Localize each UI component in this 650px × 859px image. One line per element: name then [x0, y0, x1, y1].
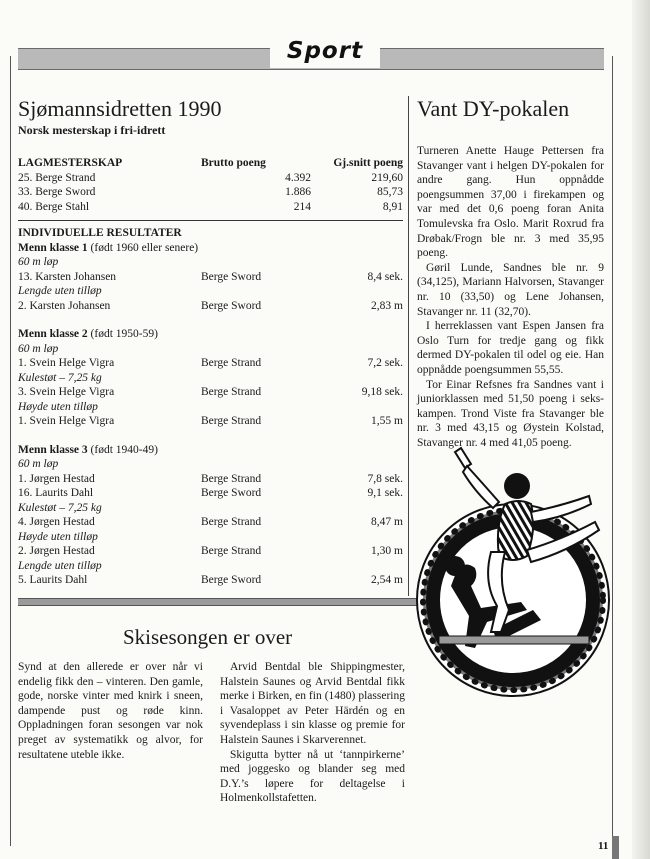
average-points: 85,73: [377, 186, 403, 198]
team-name: 33. Berge Sword: [18, 186, 96, 198]
article-ski-column-1: [18, 660, 203, 762]
event-name: Høyde uten tilløp: [18, 530, 98, 543]
article-title: Skisesongen er over: [123, 625, 293, 649]
team-name: 40. Berge Stahl: [18, 200, 90, 213]
class-name: Menn klasse 2: [18, 328, 88, 340]
average-points: 8,91: [382, 200, 403, 213]
event-name: Høyde uten tilløp: [18, 400, 98, 413]
event-label: [18, 255, 403, 270]
section-title: Sport: [270, 34, 380, 68]
event-name: 60 m løp: [18, 256, 59, 268]
class-name: Menn klasse 1: [18, 241, 88, 254]
ship-name: Berge Strand: [201, 545, 262, 557]
article-paragraph: Skigutta bytter nå ut ‘tannpirkerne’ med joggesko og blander seg med D.Y.’s løpere for deltagelse i Holmenkollstafetten.: [220, 748, 405, 805]
class-note: (født 1950-59): [87, 328, 158, 340]
table-divider: [18, 220, 403, 221]
ship-name: Berge Strand: [201, 357, 262, 369]
article-paragraph: Synd at den allerede er over når vi endelig fikk den – vinteren. Den gamle, gode, norske vinter med knirk i sneen, dampende pust og røde kinn. Oppladningen foran sesongen var nok preget av systematikk og alvor, for resultatene uteble ikke.: [18, 661, 203, 761]
average-points: 219,60: [371, 171, 403, 184]
event-label: [18, 284, 403, 299]
article-title: Sjømannsidretten 1990: [18, 96, 222, 121]
result-row: [18, 356, 403, 371]
team-table-header: [18, 156, 403, 171]
result-value: 8,47 m: [371, 516, 403, 528]
ship-name: Berge Sword: [201, 574, 262, 586]
ship-name: Berge Strand: [201, 516, 262, 528]
event-label: [18, 457, 403, 472]
athlete-name: 16. Laurits Dahl: [18, 487, 94, 499]
column-header-gross: Brutto poeng: [201, 157, 266, 169]
article-sjomannsidretten: [18, 96, 403, 588]
result-row: [18, 299, 403, 314]
team-row: [18, 185, 403, 200]
ship-name: Berge Sword: [201, 487, 262, 499]
team-row: [18, 200, 403, 215]
page-edge-tab: [612, 836, 619, 859]
athlete-name: 3. Svein Helge Vigra: [18, 386, 115, 398]
class-heading: [18, 443, 403, 458]
gymnast-illustration: [405, 440, 615, 700]
ship-name: Berge Sword: [201, 299, 262, 312]
scan-edge-shadow: [632, 0, 650, 859]
result-value: 2,83 m: [371, 299, 403, 312]
individual-classes: [18, 241, 403, 588]
result-value: 8,4 sek.: [367, 270, 403, 283]
athlete-name: 2. Jørgen Hestad: [18, 545, 95, 557]
event-label: [18, 400, 403, 415]
article-paragraph: Arvid Bentdal ble Shippingmester, Halstein Saunes og Arvid Bentdal fikk merke i Birken, en fin (1480) plassering i Vasaloppet av Peter Härdén og en syvendeplass i sin klasse og premie for Halstein Saunes i Skarverennet.: [220, 661, 405, 746]
event-label: [18, 530, 403, 545]
column-header-team: LAGMESTERSKAP: [18, 157, 123, 169]
event-name: 60 m løp: [18, 458, 59, 470]
ship-name: Berge Strand: [201, 386, 262, 398]
result-value: 9,18 sek.: [361, 386, 403, 398]
team-row: [18, 171, 403, 186]
article-paragraph: I herreklassen vant Espen Jansen fra Oslo Turn for tredje gang og fikk dermed DY-pokalen til odel og eie. Han oppnådde poengsummen 55,55.: [417, 320, 604, 376]
gross-points: 214: [293, 200, 311, 213]
article-paragraph: Tor Einar Refsnes fra Sandnes vant i juniorklassen med 51,50 poeng i seks-kampen. Trond Viste fra Stavanger ble nr. 3 med 43,15 og Øystein Kolstad, Stavanger nr. 4 med 41,05 poeng.: [417, 378, 604, 449]
result-value: 7,2 sek.: [367, 357, 403, 369]
athlete-name: 4. Jørgen Hestad: [18, 516, 95, 528]
athlete-name: 1. Svein Helge Vigra: [18, 357, 115, 369]
article-paragraph: Gøril Lunde, Sandnes ble nr. 9 (34,125), Mariann Halvorsen, Stavanger nr. 10 (33,50) og Lene Johansen, Stavanger nr. 11 (32,70).: [417, 261, 604, 318]
ship-name: Berge Strand: [201, 415, 262, 427]
result-row: [18, 573, 403, 588]
class-heading: [18, 241, 403, 256]
event-name: Lengde uten tilløp: [18, 559, 102, 572]
event-label: [18, 559, 403, 574]
gross-points: 4.392: [285, 171, 311, 184]
athlete-name: 2. Karsten Johansen: [18, 299, 111, 312]
result-value: 1,55 m: [371, 415, 403, 427]
event-name: 60 m løp: [18, 342, 59, 355]
results-table: [18, 156, 403, 588]
individual-results-heading: INDIVIDUELLE RESULTATER: [18, 227, 182, 239]
class-spacer: [18, 429, 403, 443]
article-paragraph: Turneren Anette Hauge Pettersen fra Stavanger vant i helgen DY-pokalen for andre gang. Hun oppnådde poengsummen 37,00 i firekampen og var med det 0,6 poeng foran Anita Tomulevska fra Oslo. Marit Roxrud fra Drøbak/Frogn ble nr. 3 med 35,95 poeng.: [417, 145, 604, 260]
event-name: Kulestøt – 7,25 kg: [18, 501, 102, 514]
event-name: Lengde uten tilløp: [18, 285, 102, 297]
result-value: 7,8 sek.: [367, 472, 403, 485]
result-row: [18, 472, 403, 487]
class-note: (født 1940-49): [87, 443, 158, 456]
article-dy-pokalen: [417, 96, 604, 450]
result-row: [18, 515, 403, 530]
result-value: 1,30 m: [371, 545, 403, 557]
column-header-average: Gj.snitt poeng: [333, 157, 403, 169]
event-label: [18, 371, 403, 386]
result-row: [18, 544, 403, 559]
class-heading: [18, 327, 403, 342]
result-value: 2,54 m: [371, 574, 403, 586]
result-row: [18, 414, 403, 429]
class-note: (født 1960 eller senere): [87, 241, 199, 254]
ship-name: Berge Sword: [201, 270, 262, 283]
page-number: 11: [598, 840, 609, 852]
article-ski-column-2: [220, 660, 405, 806]
result-value: 9,1 sek.: [367, 487, 403, 499]
athlete-name: 1. Svein Helge Vigra: [18, 415, 115, 427]
athlete-name: 13. Karsten Johansen: [18, 270, 117, 283]
ship-name: Berge Strand: [201, 472, 262, 485]
event-label: [18, 342, 403, 357]
athlete-name: 1. Jørgen Hestad: [18, 472, 95, 485]
result-row: [18, 270, 403, 285]
result-row: [18, 486, 403, 501]
event-name: Kulestøt – 7,25 kg: [18, 371, 102, 384]
athlete-name: 5. Laurits Dahl: [18, 574, 88, 586]
article-title: Vant DY-pokalen: [417, 96, 570, 121]
class-name: Menn klasse 3: [18, 443, 88, 456]
result-row: [18, 385, 403, 400]
team-name: 25. Berge Strand: [18, 171, 96, 184]
event-label: [18, 501, 403, 516]
gross-points: 1.886: [285, 186, 311, 198]
article-subtitle: Norsk mesterskap i fri-idrett: [18, 123, 166, 137]
class-spacer: [18, 313, 403, 327]
left-frame-line: [10, 56, 11, 846]
